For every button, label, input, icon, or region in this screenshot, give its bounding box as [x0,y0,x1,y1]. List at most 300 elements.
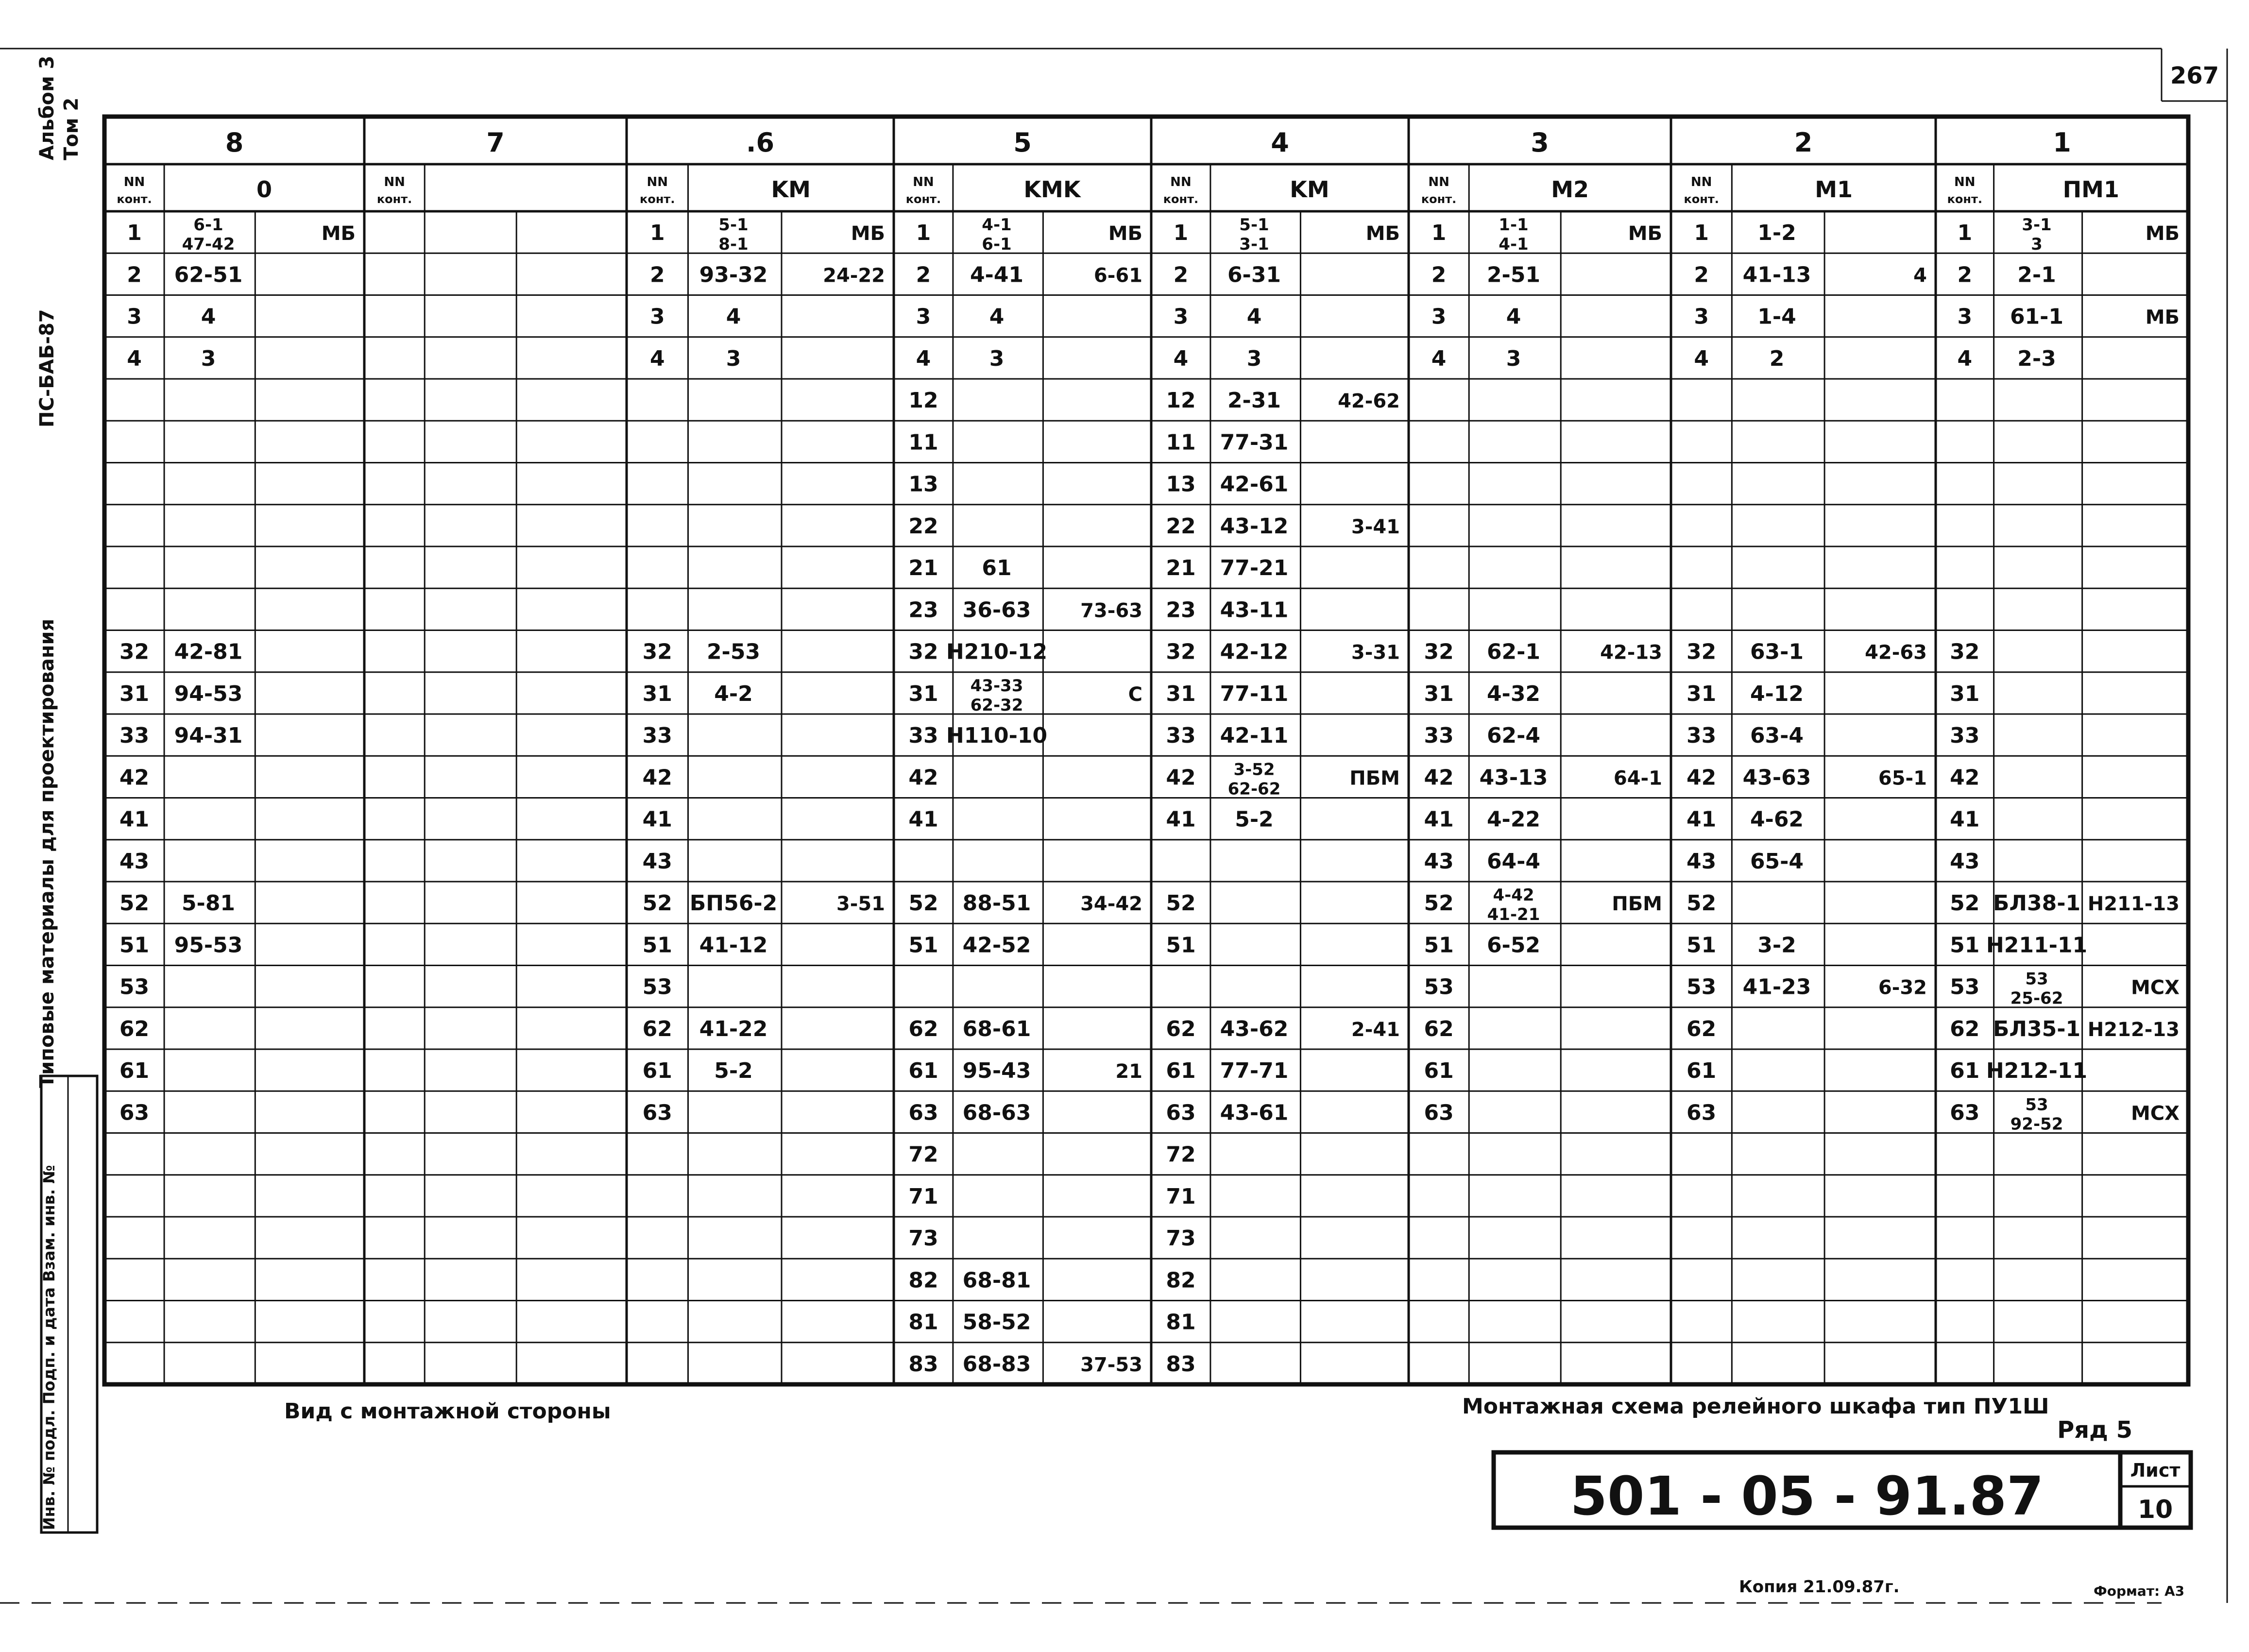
contact-number: 82 [1166,1268,1196,1293]
wire-ref: 2-1 [2017,262,2056,288]
wire-ref: 42-61 [1220,472,1289,497]
contact-number: 72 [1166,1142,1196,1167]
volume-label: Том 2 [60,97,83,160]
contact-number: 52 [908,891,938,916]
contact-number: 3 [1694,304,1709,329]
wire-ref: 65-4 [1750,849,1804,874]
contact-number: 51 [119,933,150,958]
contact-number: 61 [1166,1058,1196,1084]
kont-header-label: конт. [1684,192,1719,206]
contact-number: 1 [649,221,665,246]
wire-ref-secondary: 24-22 [823,264,885,287]
sheet-number: 10 [2137,1495,2173,1524]
contact-number: 33 [1166,723,1196,749]
contact-number: 3 [1431,304,1447,329]
wire-ref: 63-1 [1750,639,1804,664]
wire-ref-top: 43-33 [970,676,1023,696]
wire-ref: 95-43 [962,1058,1031,1084]
contact-number: 52 [642,891,672,916]
wire-ref: H211-11 [1986,933,2088,958]
contact-number: 2 [916,262,931,288]
contact-number: 1 [1957,221,1973,246]
nn-header-label: NN [1954,175,1976,189]
wire-ref: 3 [201,346,216,371]
contact-number: 22 [1166,513,1196,539]
contact-number: 41 [1950,807,1980,832]
wire-ref-secondary: H211-13 [2087,893,2180,916]
contact-number: 32 [1424,639,1454,664]
kont-header-label: конт. [905,192,941,206]
contact-number: 21 [908,556,938,581]
wire-ref: 88-51 [962,891,1031,916]
wire-ref: 4-12 [1750,681,1804,706]
wire-ref: 61 [982,556,1012,581]
wire-ref-secondary: МБ [2145,222,2180,245]
wire-ref: 58-52 [962,1310,1031,1335]
wire-ref-secondary: 34-42 [1080,893,1142,916]
wire-ref-bottom: 62-62 [1227,779,1281,799]
device-label: M2 [1551,176,1589,203]
nn-header-label: NN [123,175,145,189]
section-number: 7 [486,127,505,158]
contact-number: 71 [908,1184,938,1209]
contact-number: 31 [1950,681,1980,706]
contact-number: 63 [1424,1100,1454,1125]
wire-ref: 41-12 [699,933,768,958]
contact-number: 43 [1424,849,1454,874]
contact-number: 4 [1694,346,1709,371]
contact-number: 12 [1166,388,1196,413]
wire-ref: 5-2 [1235,807,1274,832]
row-label: Ряд 5 [2057,1416,2132,1444]
table-frame [104,117,2188,1384]
wire-ref-secondary: МБ [1365,222,1400,245]
wire-ref: 6-52 [1486,933,1541,958]
contact-number: 21 [1166,556,1196,581]
contact-number: 31 [908,681,938,706]
wire-ref-bottom: 3 [2031,235,2043,255]
wire-ref: 2-53 [706,639,761,664]
contact-number: 23 [1166,597,1196,623]
contact-number: 11 [1166,430,1196,455]
wire-ref-bottom: 25-62 [2010,988,2063,1008]
contact-number: 31 [1424,681,1454,706]
section-number: 2 [1794,127,1813,158]
contact-number: 33 [1687,723,1717,749]
wire-ref: 68-83 [962,1351,1031,1377]
contact-number: 51 [1166,933,1196,958]
wire-ref: 4 [1246,304,1262,329]
contact-number: 32 [1687,639,1717,664]
contact-table-cells [117,127,2180,1377]
wire-ref: 68-63 [962,1100,1031,1125]
contact-number: 31 [119,681,150,706]
wire-ref: H212-11 [1986,1058,2088,1084]
wire-ref: 42-81 [174,639,243,664]
contact-number: 23 [908,597,938,623]
nn-header-label: NN [1170,175,1192,189]
nn-header-label: NN [647,175,668,189]
wire-ref: 2-51 [1486,262,1541,288]
contact-number: 83 [908,1351,938,1377]
contact-number: 43 [1950,849,1980,874]
contact-number: 41 [642,807,672,832]
wire-ref-secondary: 3-31 [1351,641,1400,664]
contact-number: 51 [1424,933,1454,958]
wire-ref-secondary: МСХ [2131,1102,2180,1125]
contact-number: 4 [916,346,931,371]
contact-number: 61 [908,1058,938,1084]
contact-number: 3 [916,304,931,329]
wire-ref: 2-31 [1227,388,1281,413]
kont-header-label: конт. [640,192,675,206]
nn-header-label: NN [913,175,934,189]
wire-ref-secondary: МСХ [2131,976,2180,999]
contact-number: 42 [1424,765,1454,790]
wire-ref: 64-4 [1486,849,1541,874]
wire-ref: H210-12 [946,639,1048,664]
wire-ref: 43-63 [1742,765,1811,790]
copy-label: Копия 21.09.87г. [1739,1577,1900,1597]
contact-number: 61 [1687,1058,1717,1084]
contact-number: 32 [642,639,672,664]
wire-ref-bottom: 8-1 [718,235,749,255]
wire-ref: H110-10 [946,723,1048,749]
wire-ref: 43-11 [1220,597,1289,623]
contact-number: 62 [119,1016,150,1041]
wire-ref: 41-22 [699,1016,768,1041]
wire-ref-secondary: H212-13 [2087,1018,2180,1041]
contact-number: 63 [1166,1100,1196,1125]
contact-number: 52 [1687,891,1717,916]
wire-ref: 61-1 [2010,304,2064,329]
contact-number: 52 [1166,891,1196,916]
contact-number: 1 [916,221,931,246]
contact-number: 3 [127,304,142,329]
page-number: 267 [2170,62,2219,89]
wire-ref-top: 53 [2025,1095,2048,1115]
format-label: Формат: А3 [2094,1583,2185,1599]
wire-ref: 77-21 [1220,556,1289,581]
contact-number: 4 [1957,346,1973,371]
wire-ref: 3 [1246,346,1262,371]
contact-number: 1 [1694,221,1709,246]
contact-number: 2 [1694,262,1709,288]
contact-number: 11 [908,430,938,455]
wire-ref-secondary: 3-51 [836,893,885,916]
contact-number: 42 [1950,765,1980,790]
wire-ref-top: 5-1 [718,215,749,235]
wire-ref: 62-51 [174,262,243,288]
contact-number: 61 [1424,1058,1454,1084]
contact-number: 41 [908,807,938,832]
wire-ref: 42-12 [1220,639,1289,664]
wire-ref: 5-81 [181,891,236,916]
wire-ref-secondary: 64-1 [1613,767,1662,790]
contact-number: 33 [1424,723,1454,749]
contact-number: 82 [908,1268,938,1293]
device-label: KM [771,176,811,203]
section-number: 4 [1271,127,1289,158]
wire-ref-secondary: 42-13 [1600,641,1662,664]
wire-ref: 41-23 [1742,974,1811,1000]
contact-number: 33 [908,723,938,749]
contact-number: 41 [119,807,150,832]
contact-number: 61 [119,1058,150,1084]
wire-ref-bottom: 92-52 [2010,1114,2063,1134]
contact-number: 62 [1166,1016,1196,1041]
kont-header-label: конт. [1163,192,1199,206]
kont-header-label: конт. [376,192,412,206]
contact-number: 81 [908,1310,938,1335]
wire-ref-bottom: 62-32 [970,695,1023,715]
contact-number: 63 [642,1100,672,1125]
contact-number: 53 [1424,974,1454,1000]
view-label: Вид с монтажной стороны [284,1399,611,1424]
contact-number: 13 [908,472,938,497]
contact-number: 41 [1687,807,1717,832]
wire-ref: 77-71 [1220,1058,1289,1084]
contact-number: 33 [119,723,150,749]
contact-number: 62 [1687,1016,1717,1041]
wire-ref: БП56-2 [689,891,778,916]
contact-number: 1 [1173,221,1189,246]
wire-ref-top: 53 [2025,969,2048,989]
contact-number: 13 [1166,472,1196,497]
contact-number: 62 [1424,1016,1454,1041]
wire-ref: 43-61 [1220,1100,1289,1125]
sheet-label: Лист [2130,1460,2181,1481]
contact-number: 52 [1950,891,1980,916]
section-number: .6 [746,127,775,158]
wire-ref: 43-13 [1479,765,1548,790]
wire-ref: 3 [726,346,741,371]
wire-ref-bottom: 41-21 [1487,905,1540,925]
contact-number: 63 [1950,1100,1980,1125]
contact-number: 51 [1687,933,1717,958]
wire-ref-secondary: 37-53 [1080,1353,1142,1376]
wire-ref-bottom: 6-1 [982,235,1012,255]
inv-label: Инв. № подл. Подп. и дата Взам. инв. № [40,1165,58,1530]
contact-number: 42 [642,765,672,790]
contact-number: 62 [642,1016,672,1041]
wire-ref-secondary: 3-41 [1351,515,1400,538]
wire-ref-secondary: МБ [1628,222,1662,245]
wire-ref: 94-31 [174,723,243,749]
contact-number: 62 [908,1016,938,1041]
wire-ref-secondary: 2-41 [1351,1018,1400,1041]
device-label: 0 [256,176,273,203]
wire-ref: 43-12 [1220,513,1289,539]
nn-header-label: NN [384,175,405,189]
wire-ref-secondary: ПБМ [1612,893,1662,916]
wire-ref: БЛ35-1 [1993,1016,2081,1041]
wire-ref: 4 [726,304,741,329]
contact-number: 61 [642,1058,672,1084]
wire-ref: 77-11 [1220,681,1289,706]
contact-number: 2 [127,262,142,288]
wire-ref: 94-53 [174,681,243,706]
contact-number: 43 [642,849,672,874]
contact-number: 53 [119,974,150,1000]
kont-header-label: конт. [1421,192,1457,206]
section-number: 5 [1013,127,1032,158]
wire-ref: 3 [1506,346,1521,371]
contact-number: 32 [908,639,938,664]
wire-ref-secondary: 4 [1913,264,1927,287]
wire-ref: БЛ38-1 [1993,891,2081,916]
contact-number: 3 [1173,304,1189,329]
wire-ref-secondary: МБ [321,222,356,245]
contact-number: 42 [1687,765,1717,790]
contact-number: 51 [642,933,672,958]
contact-number: 43 [1687,849,1717,874]
wire-ref: 42-11 [1220,723,1289,749]
wire-ref: 6-31 [1227,262,1281,288]
wire-ref-bottom: 3-1 [1239,235,1269,255]
wire-ref-secondary: 6-61 [1093,264,1142,287]
nn-header-label: NN [1690,175,1712,189]
contact-number: 31 [1687,681,1717,706]
code-label: ПС-БАБ-87 [36,309,58,427]
wire-ref: 1-2 [1757,221,1796,246]
contact-number: 33 [1950,723,1980,749]
contact-number: 81 [1166,1310,1196,1335]
contact-number: 2 [1173,262,1189,288]
contact-number: 42 [908,765,938,790]
wire-ref: 4 [989,304,1005,329]
wire-ref-secondary: МБ [2145,306,2180,329]
contact-number: 22 [908,513,938,539]
wire-ref-secondary: МБ [851,222,885,245]
wire-ref-top: 3-52 [1233,760,1275,780]
wire-ref-secondary: 73-63 [1080,599,1142,622]
wire-ref: 4-62 [1750,807,1804,832]
contact-number: 1 [127,221,142,246]
wire-ref: 4-32 [1486,681,1541,706]
device-label: ПМ1 [2062,176,2119,203]
wire-ref: 77-31 [1220,430,1289,455]
wire-ref: 36-63 [962,597,1031,623]
wire-ref: 3 [989,346,1005,371]
contact-number: 72 [908,1142,938,1167]
contact-number: 71 [1166,1184,1196,1209]
contact-number: 61 [1950,1058,1980,1084]
wire-ref: 41-13 [1742,262,1811,288]
wire-ref: 95-53 [174,933,243,958]
wire-ref: 43-62 [1220,1016,1289,1041]
contact-number: 32 [1166,639,1196,664]
wire-ref: 63-4 [1750,723,1804,749]
wire-ref-secondary: 42-63 [1865,641,1927,664]
contact-number: 53 [1950,974,1980,1000]
device-label: M1 [1815,176,1853,203]
section-number: 3 [1531,127,1549,158]
wire-ref-top: 4-1 [982,215,1012,235]
nn-header-label: NN [1428,175,1449,189]
contact-number: 52 [1424,891,1454,916]
device-label: KM [1290,176,1329,203]
scheme-title: Монтажная схема релейного шкафа тип ПУ1Ш [1462,1394,2049,1419]
wire-ref: 62-1 [1486,639,1541,664]
contact-number: 73 [1166,1226,1196,1251]
contact-number: 41 [1166,807,1196,832]
wire-ref: 4 [1506,304,1521,329]
contact-number: 2 [649,262,665,288]
wire-ref: 68-81 [962,1268,1031,1293]
wire-ref: 3-2 [1757,933,1796,958]
contact-number: 63 [1687,1100,1717,1125]
contact-number: 31 [642,681,672,706]
kont-header-label: конт. [117,192,152,206]
series-label: Типовые материалы для проектирования [36,618,58,1088]
wire-ref-secondary: МБ [1108,222,1142,245]
wire-ref-secondary: 21 [1115,1060,1142,1083]
wire-ref: 2 [1769,346,1785,371]
contact-number: 53 [1687,974,1717,1000]
contact-number: 2 [1431,262,1447,288]
wire-ref-top: 4-42 [1493,886,1534,905]
contact-number: 52 [119,891,150,916]
document-number: 501 - 05 - 91.87 [1570,1465,2044,1527]
wire-ref-top: 3-1 [2022,215,2052,235]
contact-number: 32 [119,639,150,664]
section-number: 8 [225,127,244,158]
wire-ref: 4-22 [1486,807,1541,832]
wire-ref-secondary: С [1128,683,1142,706]
contact-number: 3 [649,304,665,329]
contact-number: 51 [1950,933,1980,958]
kont-header-label: конт. [1947,192,1982,206]
contact-number: 42 [1166,765,1196,790]
contact-number: 63 [908,1100,938,1125]
contact-number: 33 [642,723,672,749]
section-number: 1 [2053,127,2071,158]
wire-ref: 4 [201,304,216,329]
contact-number: 4 [127,346,142,371]
wire-ref-secondary: 65-1 [1878,767,1927,790]
contact-number: 53 [642,974,672,1000]
contact-number: 73 [908,1226,938,1251]
wire-ref: 4-41 [970,262,1024,288]
contact-number: 32 [1950,639,1980,664]
contact-number: 31 [1166,681,1196,706]
wire-ref: 1-4 [1757,304,1796,329]
contact-number: 2 [1957,262,1973,288]
contact-number: 62 [1950,1016,1980,1041]
contact-number: 4 [649,346,665,371]
contact-number: 41 [1424,807,1454,832]
wire-ref-top: 5-1 [1239,215,1269,235]
wire-ref: 62-4 [1486,723,1541,749]
contact-number: 63 [119,1100,150,1125]
wire-ref: 68-61 [962,1016,1031,1041]
contact-number: 42 [119,765,150,790]
device-label: KMK [1023,176,1081,203]
contact-number: 3 [1957,304,1973,329]
contact-number: 4 [1431,346,1447,371]
album-label: Альбом 3 [36,55,58,160]
wire-ref-bottom: 4-1 [1499,235,1529,255]
wire-ref-secondary: ПБМ [1349,767,1400,790]
wire-ref-bottom: 47-42 [182,235,235,255]
wire-ref-secondary: 42-62 [1338,390,1400,413]
contact-table [104,117,2188,1384]
wire-ref: 4-2 [714,681,753,706]
wire-ref: 93-32 [699,262,768,288]
contact-number: 4 [1173,346,1189,371]
wire-ref: 42-52 [962,933,1031,958]
